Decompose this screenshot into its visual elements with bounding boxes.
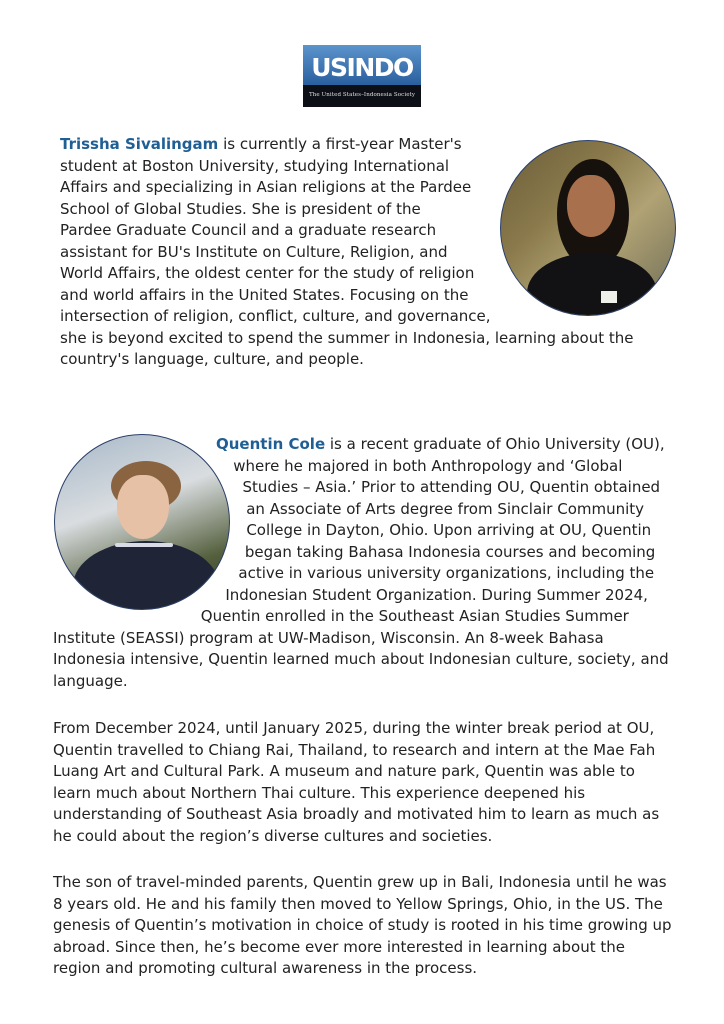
trissha-bio-text: is currently a first-year Master's student at Boston University, studying International Affairs and specializing in Asian religions at the Pardee School of Global Studies. She is president of the Pardee Graduate Council and a graduate research assistant for BU's Institute on Culture, Religion, and World Affairs, the oldest center for the study of religion and world affairs in the United States. Focusing on the intersection of religion, conflict, culture, and governance, she is beyond excited to spend the summer in Indonesia, learning about the country's language, culture, and people.: [60, 135, 634, 368]
quentin-bio-text: is a recent graduate of Ohio University (OU), where he majored in both Anthropology and ‘Global Studies – Asia.’ Prior to attending OU, Quentin obtained an Associate of Arts degree from Sinclair Community College in Dayton, Ohio. Upon arriving at OU, Quentin began taking Bahasa Indonesia courses and becoming active in various university organizations, including the Indonesian Student Organization. During Summer 2024, Quentin enrolled in the Southeast Asian Studies Summer Institute (SEASSI) program at UW-Madison, Wisconsin. An 8-week Bahasa Indonesia intensive, Quentin learned much about Indonesian culture, society, and language.: [53, 435, 669, 690]
trissha-name: Trissha Sivalingam: [60, 135, 219, 153]
quentin-paragraph-3: The son of travel-minded parents, Quentin grew up in Bali, Indonesia until he was 8 years old. He and his family then moved to Yellow Springs, Ohio, in the US. The genesis of Quentin’s motivation in choice of study is rooted in his time growing up abroad. Since then, he’s become ever more interested in learning about the region and promoting cultural awareness in the process.: [53, 873, 672, 977]
logo-tagline: The United States–Indonesia Society: [308, 92, 416, 98]
trissha-bio: [60, 134, 668, 371]
quentin-paragraph-2: From December 2024, until January 2025, during the winter break period at OU, Quentin travelled to Chiang Rai, Thailand, to research and intern at the Mae Fah Luang Art and Cultural Park. A museum and nature park, Quentin was able to learn much about Northern Thai culture. This experience deepened his understanding of Southeast Asia broadly and motivated him to learn as much as he could about the region’s diverse cultures and societies.: [53, 719, 660, 845]
quentin-bio: [53, 434, 675, 692]
photo-wrap-spacer: [466, 134, 668, 318]
quentin-name: Quentin Cole: [216, 435, 326, 453]
logo-wordmark: USINDO: [311, 53, 413, 82]
usindo-logo: [303, 45, 421, 107]
photo-wrap-spacer: [53, 434, 250, 616]
